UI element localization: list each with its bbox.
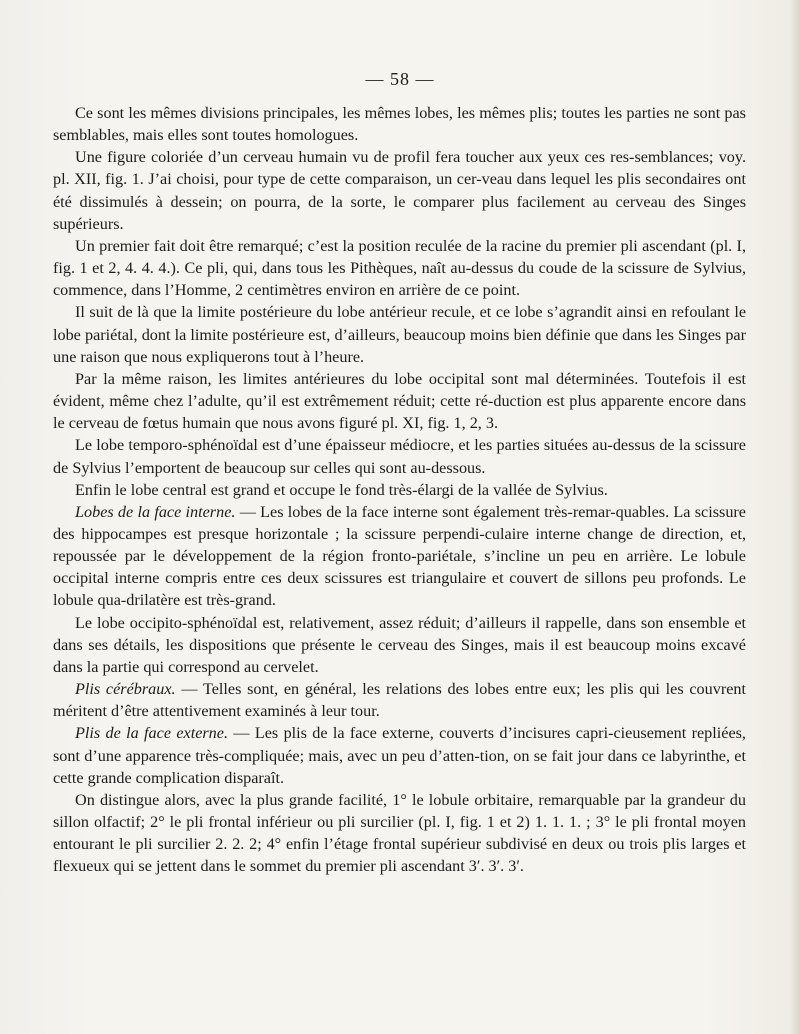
paragraph-12: On distingue alors, avec la plus grande facilité, 1° le lobule orbitaire, remarquable par la grandeur du sillon olfactif; 2° le pli frontal inférieur ou pli surcilier (pl. I, fig. 1 et 2) 1. 1. 1. ; 3° le pli frontal moyen entourant le pli surcilier 2. 2. 2; 4° enfin l’étage frontal supérieur subdivisé en deux ou trois plis larges et flexueux qui se jettent dans le sommet du premier pli ascendant 3′. 3′. 3′. bbox=[53, 790, 746, 876]
section-lead-plis-cerebraux: Plis cérébraux. bbox=[75, 680, 176, 699]
paragraph-9: Le lobe occipito-sphénoïdal est, relativement, assez réduit; d’ailleurs il rappelle, dans son ensemble et dans ses détails, les dispositions que présente le cerveau des Singes, mais il est beaucoup moins excavé dans la partie qui correspond au cervelet. bbox=[53, 613, 746, 676]
paragraph-4: Il suit de là que la limite postérieure du lobe antérieur recule, et ce lobe s’agrandit ainsi en refoulant le lobe pariétal, dont la limite postérieure est, d’ailleurs, beaucoup moins bien définie que dans les Singes par une raison que nous expliquerons tout à l’heure. bbox=[53, 303, 746, 366]
paragraph-3: Un premier fait doit être remarqué; c’est la position reculée de la racine du premier pli ascendant (pl. I, fig. 1 et 2, 4. 4. 4.). Ce pli, qui, dans tous les Pithèques, naît au-dessus du coude de la scissure de Sylvius, commence, dans l’Homme, 2 centimètres environ en arrière de ce point. bbox=[53, 236, 746, 300]
paragraph-6: Le lobe temporo-sphénoïdal est d’une épaisseur médiocre, et les parties situées au-dessus de la scissure de Sylvius l’emportent de beaucoup sur celles qui sont au-dessous. bbox=[53, 436, 746, 477]
paragraph-10: Plis cérébraux. — Telles sont, en général, les relations des lobes entre eux; les plis qui les couvrent méritent d’être attentivement examinés à leur tour. bbox=[53, 680, 746, 721]
body-text bbox=[53, 102, 746, 877]
paragraph-2: Une figure coloriée d’un cerveau humain vu de profil fera toucher aux yeux ces res-semblances; voy. pl. XII, fig. 1. J’ai choisi, pour type de cette comparaison, un cer-veau dans lequel les plis secondaires ont été dissimulés à dessein; on pourra, de la sorte, le comparer plus facilement au cerveau des Singes supérieurs. bbox=[53, 148, 746, 233]
paragraph-7: Enfin le lobe central est grand et occupe le fond très-élargi de la vallée de Sylvius. bbox=[75, 480, 608, 499]
section-lead-face-interne: Lobes de la face interne. bbox=[75, 502, 236, 521]
section-lead-face-externe: Plis de la face externe. bbox=[75, 724, 229, 743]
page-edge-shadow bbox=[790, 0, 800, 1034]
paragraph-1: Ce sont les mêmes divisions principales, les mêmes lobes, les mêmes plis; toutes les parties ne sont pas semblables, mais elles sont toutes homologues. bbox=[53, 104, 746, 145]
paragraph-8: Lobes de la face interne. — Les lobes de la face interne sont également très-remar-quables. La scissure des hippocampes est presque horizontale ; la scissure perpendi-culaire interne change de direction, et, repoussée par le développement de la région fronto-pariétale, s’incline un peu en arrière. Le lobule occipital interne compris entre ces deux scissures est triangulaire et couvert de sillons peu profonds. Le lobule qua-drilatère est très-grand. bbox=[53, 502, 746, 610]
paragraph-5: Par la même raison, les limites antérieures du lobe occipital sont mal déterminées. Toutefois il est évident, même chez l’adulte, qu’il est extrêmement réduit; cette ré-duction est plus apparente encore dans le cerveau de fœtus humain que nous avons figuré pl. XI, fig. 1, 2, 3. bbox=[53, 369, 746, 433]
paragraph-11: Plis de la face externe. — Les plis de la face externe, couverts d’incisures capri-cieusement repliées, sont d’une apparence très-compliquée; mais, avec un peu d’atten-tion, on se fait jour dans ce labyrinthe, et cette grande complication disparaît. bbox=[53, 724, 746, 787]
page-number: — 58 — bbox=[365, 69, 435, 89]
